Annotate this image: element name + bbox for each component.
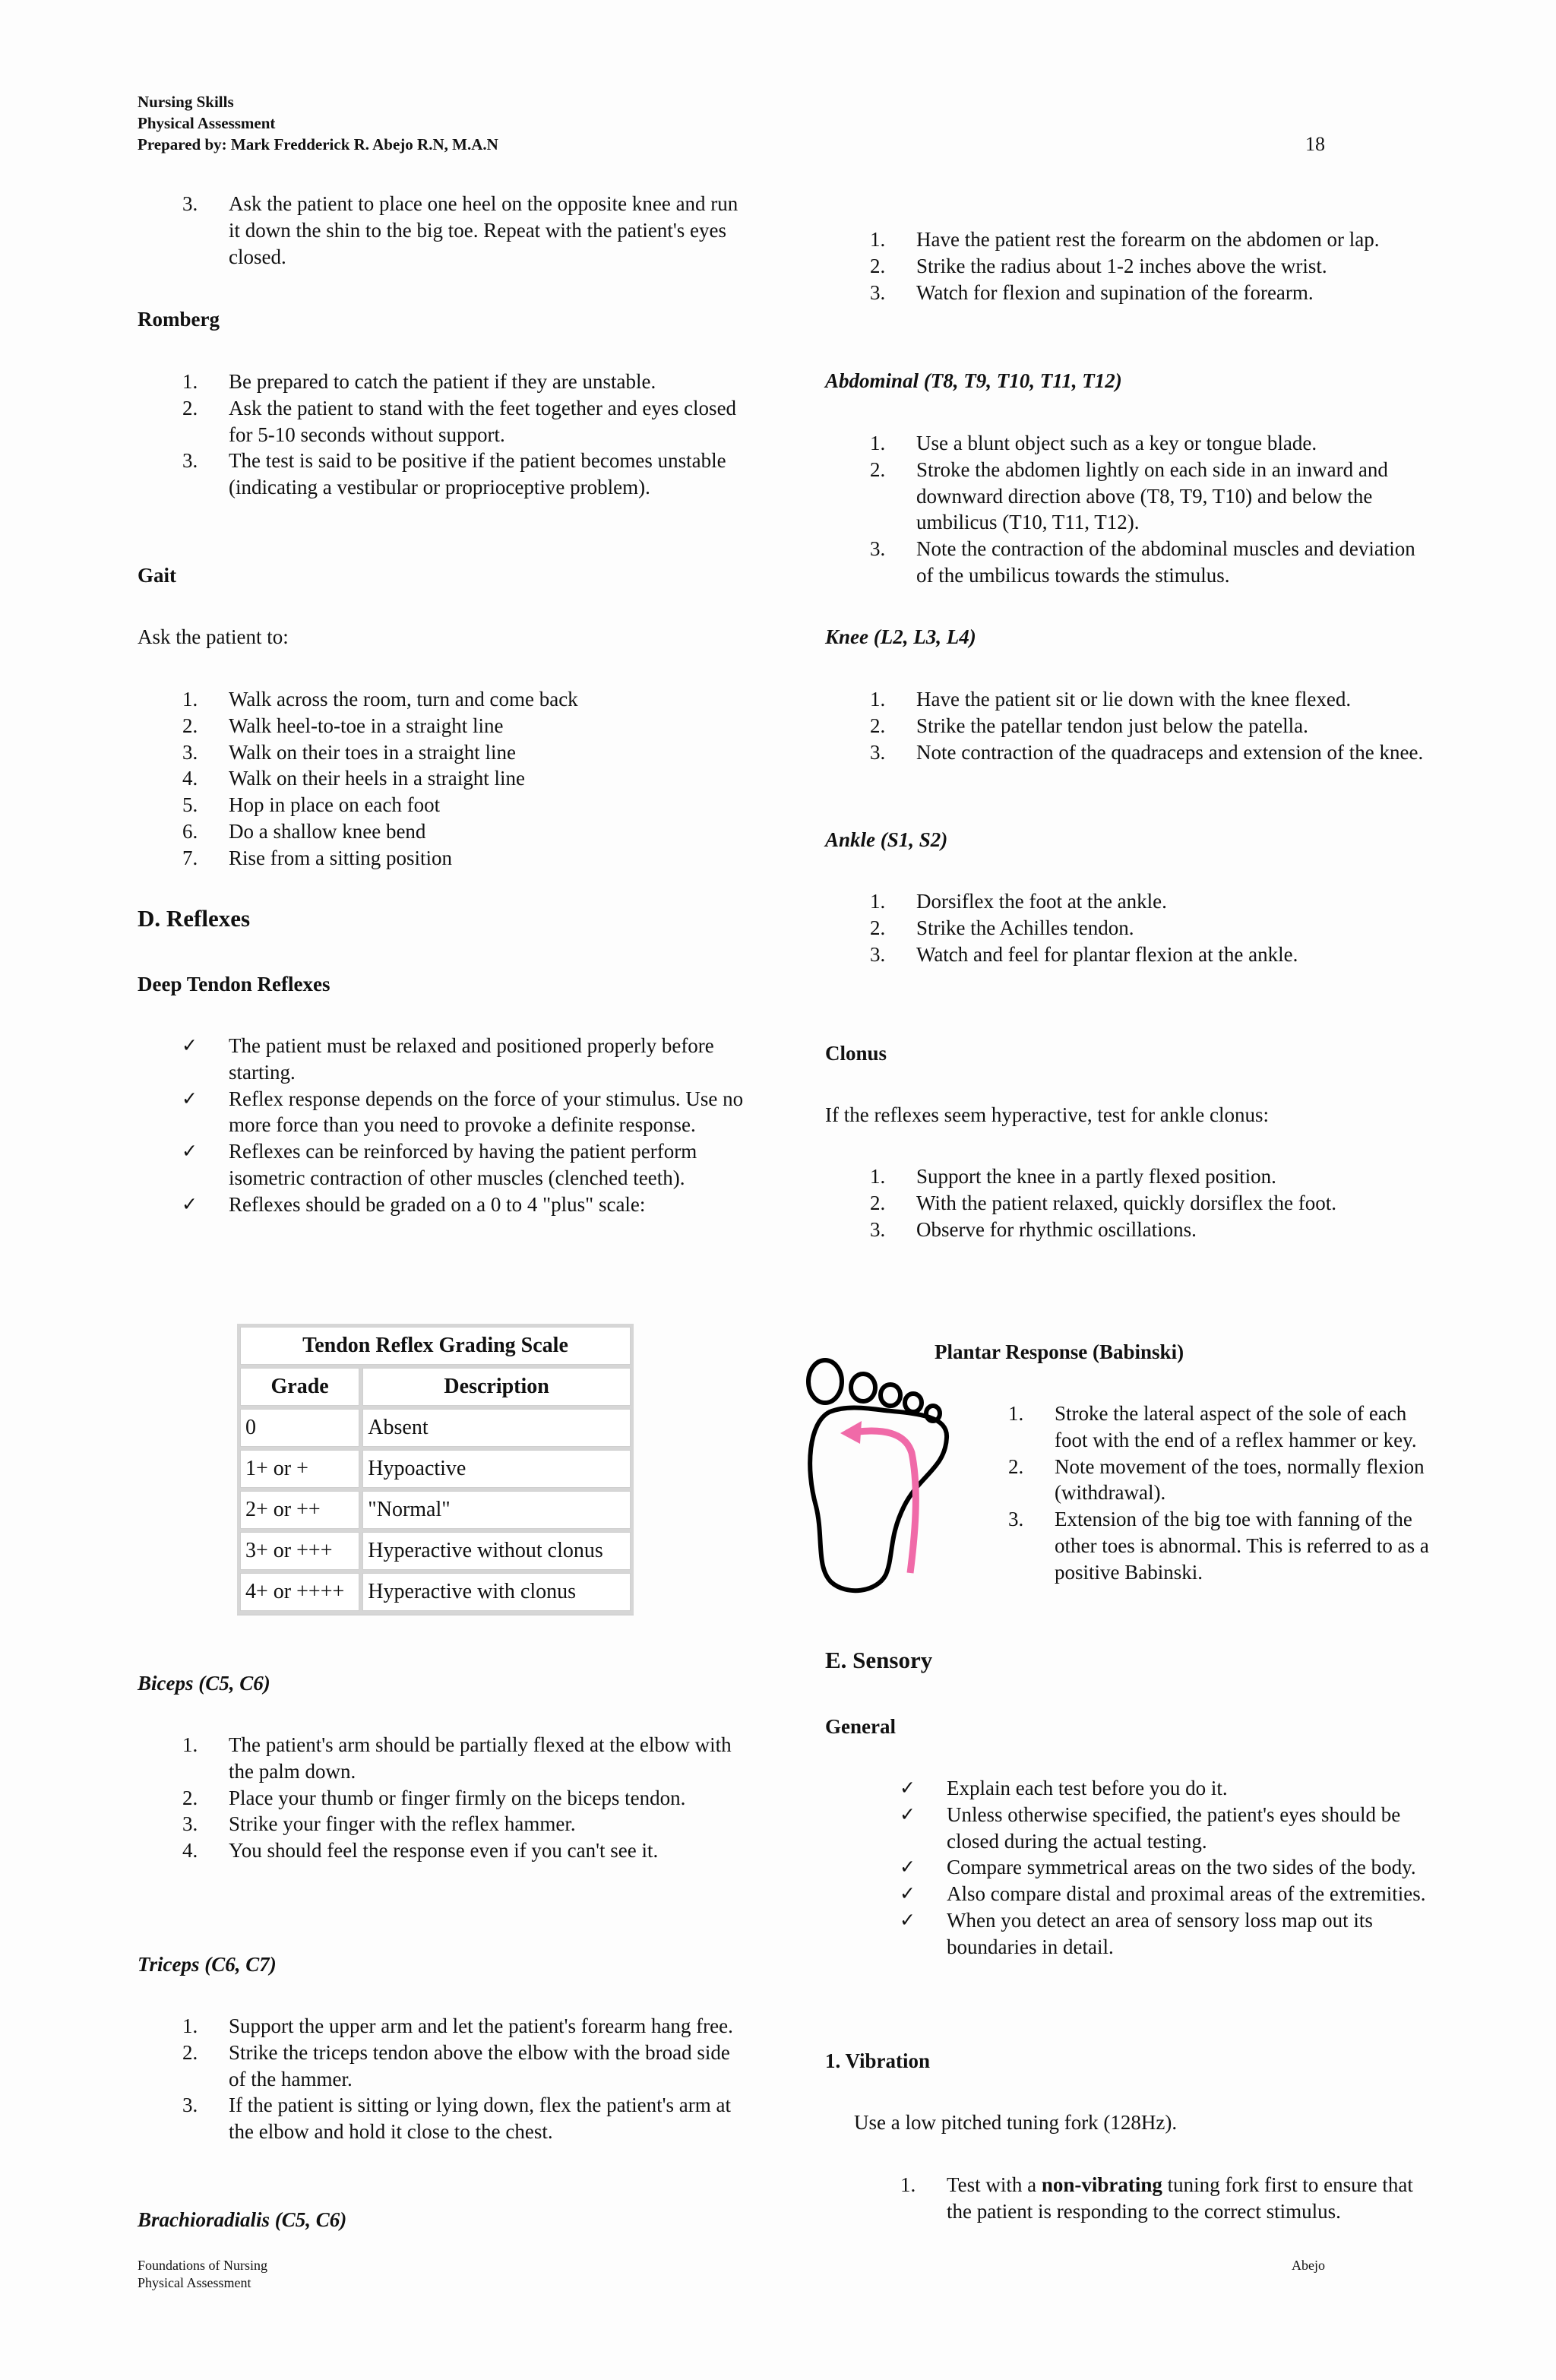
ankle-heading: Ankle (S1, S2)	[825, 828, 948, 851]
gait-intro: Ask the patient to:	[138, 625, 289, 648]
vibration-list	[855, 2172, 1433, 2225]
list-item: 3. Extension of the big toe with fanning of the other toes is abnormal. This is referred to as a positive Babinski.	[1008, 1508, 1429, 1584]
footer-author: Abejo	[1292, 2258, 1325, 2273]
deep-tendon-heading: Deep Tendon Reflexes	[138, 973, 330, 995]
list-item: 3. Watch and feel for plantar flexion at the ankle.	[870, 942, 1298, 966]
list-item: 3. Observe for rhythmic oscillations.	[870, 1217, 1197, 1241]
list-item: 2. Ask the patient to stand with the feet together and eyes closed for 5-10 seconds without support.	[182, 396, 737, 446]
brachioradialis-list	[825, 226, 1433, 305]
list-item: 3. If the patient is sitting or lying down, flex the patient's arm at the elbow and hold it close to the chest.	[182, 2094, 731, 2144]
vibration-intro: Use a low pitched tuning fork (128Hz).	[854, 2111, 1178, 2134]
gait-list	[138, 686, 745, 872]
knee-heading: Knee (L2, L3, L4)	[825, 625, 976, 648]
romberg-heading: Romberg	[138, 308, 220, 331]
list-item: ✓ Also compare distal and proximal areas of the extremities.	[855, 1881, 1433, 1907]
check-icon: ✓	[182, 1087, 198, 1109]
biceps-list	[138, 1732, 745, 1864]
list-item: ✓ Reflexes should be graded on a 0 to 4 "plus" scale:	[138, 1192, 745, 1218]
sole-outline	[810, 1408, 947, 1591]
list-item: ✓ Compare symmetrical areas on the two sides of the body.	[855, 1854, 1433, 1881]
check-icon: ✓	[182, 1192, 198, 1215]
check-icon: ✓	[900, 1777, 916, 1799]
babinski-list	[963, 1400, 1434, 1586]
coordination-item-3: 3. Ask the patient to place one heel on the opposite knee and run it down the shin to the big toe. Repeat with the patient's eyes closed.	[182, 192, 738, 268]
check-icon: ✓	[182, 1034, 198, 1056]
list-item: ✓ Reflex response depends on the force of your stimulus. Use no more force than you need to provoke a definite response.	[182, 1087, 744, 1137]
page-footer	[138, 2257, 267, 2292]
list-item: 3. Watch for flexion and supination of the forearm.	[870, 280, 1314, 304]
page-header	[138, 91, 498, 155]
list-item: ✓ Unless otherwise specified, the patient's eyes should be closed during the actual testing.	[900, 1802, 1401, 1853]
ankle-list	[825, 888, 1433, 967]
list-item: 7. Rise from a sitting position	[182, 846, 452, 869]
list-item: 1. Use a blunt object such as a key or tongue blade.	[870, 432, 1317, 454]
table-header-description: Description	[362, 1368, 631, 1406]
list-item: 2. Strike the radius about 1-2 inches above the wrist.	[870, 254, 1327, 277]
list-item: 3. Note the contraction of the abdominal muscles and deviation of the umbilicus towards the stimulus.	[870, 537, 1415, 587]
list-item: 2. Strike the patellar tendon just below the patella.	[870, 714, 1308, 737]
table-header-grade: Grade	[240, 1368, 359, 1406]
list-item: 4. Walk on their heels in a straight line	[182, 767, 525, 790]
table-row: 2+ or ++ "Normal"	[240, 1491, 631, 1529]
big-toe-shape	[808, 1360, 842, 1403]
knee-list	[825, 686, 1433, 765]
table-row: 0 Absent	[240, 1409, 631, 1447]
list-item: 1. Test with a non-vibrating tuning fork first to ensure that the patient is responding to the correct stimulus.	[900, 2173, 1413, 2223]
list-item: 2. With the patient relaxed, quickly dorsiflex the foot.	[870, 1191, 1336, 1214]
clonus-heading: Clonus	[825, 1042, 887, 1065]
reflexes-section-title: D. Reflexes	[138, 905, 251, 932]
list-item: ✓ Explain each test before you do it.	[855, 1775, 1433, 1802]
header-author: Prepared by: Mark Fredderick R. Abejo R.N, M.A.N	[138, 135, 498, 153]
table-row: 1+ or + Hypoactive	[240, 1450, 631, 1488]
list-item: 2. Strike the triceps tendon above the elbow with the broad side of the hammer.	[182, 2040, 730, 2090]
list-item: 2. Strike the Achilles tendon.	[870, 916, 1134, 939]
check-icon: ✓	[900, 1802, 916, 1825]
check-icon: ✓	[900, 1908, 916, 1931]
list-item: 4. You should feel the response even if you can't see it.	[182, 1839, 659, 1863]
list-item: 1. Have the patient sit or lie down with the knee flexed.	[870, 688, 1352, 711]
list-item: 1. Be prepared to catch the patient if they are unstable.	[182, 370, 656, 393]
table-row: 3+ or +++ Hyperactive without clonus	[240, 1532, 631, 1570]
triceps-heading: Triceps (C6, C7)	[138, 1953, 277, 1976]
list-item: 2. Note movement of the toes, normally flexion (withdrawal).	[1008, 1454, 1425, 1505]
biceps-heading: Biceps (C5, C6)	[138, 1672, 270, 1695]
romberg-list	[138, 369, 745, 501]
gait-heading: Gait	[138, 564, 176, 587]
vibration-heading: 1. Vibration	[825, 2049, 931, 2072]
list-item: 1. The patient's arm should be partially flexed at the elbow with the palm down.	[182, 1733, 732, 1783]
list-item: 1. Dorsiflex the foot at the ankle.	[870, 890, 1167, 913]
sensory-general-list	[855, 1775, 1433, 1961]
general-heading: General	[825, 1715, 896, 1738]
triceps-list	[138, 2013, 745, 2145]
clonus-intro: If the reflexes seem hyperactive, test for ankle clonus:	[825, 1103, 1270, 1126]
brachioradialis-heading: Brachioradialis (C5, C6)	[138, 2208, 347, 2231]
check-icon: ✓	[182, 1140, 198, 1163]
header-topic: Physical Assessment	[138, 114, 276, 132]
list-item: 3. Note contraction of the quadraceps and extension of the knee.	[870, 740, 1424, 764]
clonus-list	[825, 1163, 1433, 1242]
check-icon: ✓	[900, 1856, 916, 1878]
check-icon: ✓	[900, 1882, 916, 1905]
list-item: 3. Walk on their toes in a straight line	[182, 740, 516, 764]
list-item: ✓ Reflexes can be reinforced by having the patient perform isometric contraction of other muscles (clenched teeth).	[182, 1140, 697, 1189]
babinski-heading: Plantar Response (Babinski)	[935, 1340, 1184, 1363]
abdominal-list	[825, 430, 1433, 589]
deep-tendon-list	[138, 1033, 745, 1218]
page-number: 18	[1305, 133, 1325, 155]
list-item: 1. Stroke the lateral aspect of the sole of each foot with the end of a reflex hammer or key.	[1008, 1402, 1417, 1451]
grading-scale-table	[237, 1324, 634, 1616]
list-item: 2. Walk heel-to-toe in a straight line	[182, 714, 504, 737]
header-course: Nursing Skills	[138, 93, 234, 111]
table-caption: Tendon Reflex Grading Scale	[240, 1327, 631, 1365]
list-item: 3. The test is said to be positive if the patient becomes unstable (indicating a vestibular or proprioceptive problem).	[182, 449, 726, 499]
list-item: 5. Hop in place on each foot	[182, 793, 441, 817]
list-item: ✓ When you detect an area of sensory loss map out its boundaries in detail.	[900, 1908, 1373, 1958]
arrow-head-icon	[840, 1421, 862, 1444]
list-item: 2. Place your thumb or finger firmly on the biceps tendon.	[182, 1786, 686, 1809]
list-item: ✓ The patient must be relaxed and positioned properly before starting.	[182, 1034, 714, 1084]
footer-topic: Physical Assessment	[138, 2275, 251, 2290]
list-item: 1. Walk across the room, turn and come back	[182, 688, 578, 711]
sensory-section-title: E. Sensory	[825, 1647, 933, 1673]
list-item: 1. Have the patient rest the forearm on the abdomen or lap.	[870, 228, 1380, 251]
list-item: 1. Support the upper arm and let the patient's forearm hang free.	[182, 2014, 733, 2037]
foot-sole-illustration	[801, 1354, 968, 1597]
footer-course: Foundations of Nursing	[138, 2258, 267, 2273]
list-item: 1. Support the knee in a partly flexed position.	[870, 1165, 1276, 1188]
list-item: 6. Do a shallow knee bend	[182, 819, 426, 843]
abdominal-heading: Abdominal (T8, T9, T10, T11, T12)	[825, 369, 1122, 392]
list-item: 3. Strike your finger with the reflex hammer.	[182, 1812, 576, 1836]
table-row: 4+ or ++++ Hyperactive with clonus	[240, 1573, 631, 1611]
list-item: 2. Stroke the abdomen lightly on each side in an inward and downward direction above (T8, T9, T10) and below the umbilicus (T10, T11, T12).	[870, 457, 1388, 534]
